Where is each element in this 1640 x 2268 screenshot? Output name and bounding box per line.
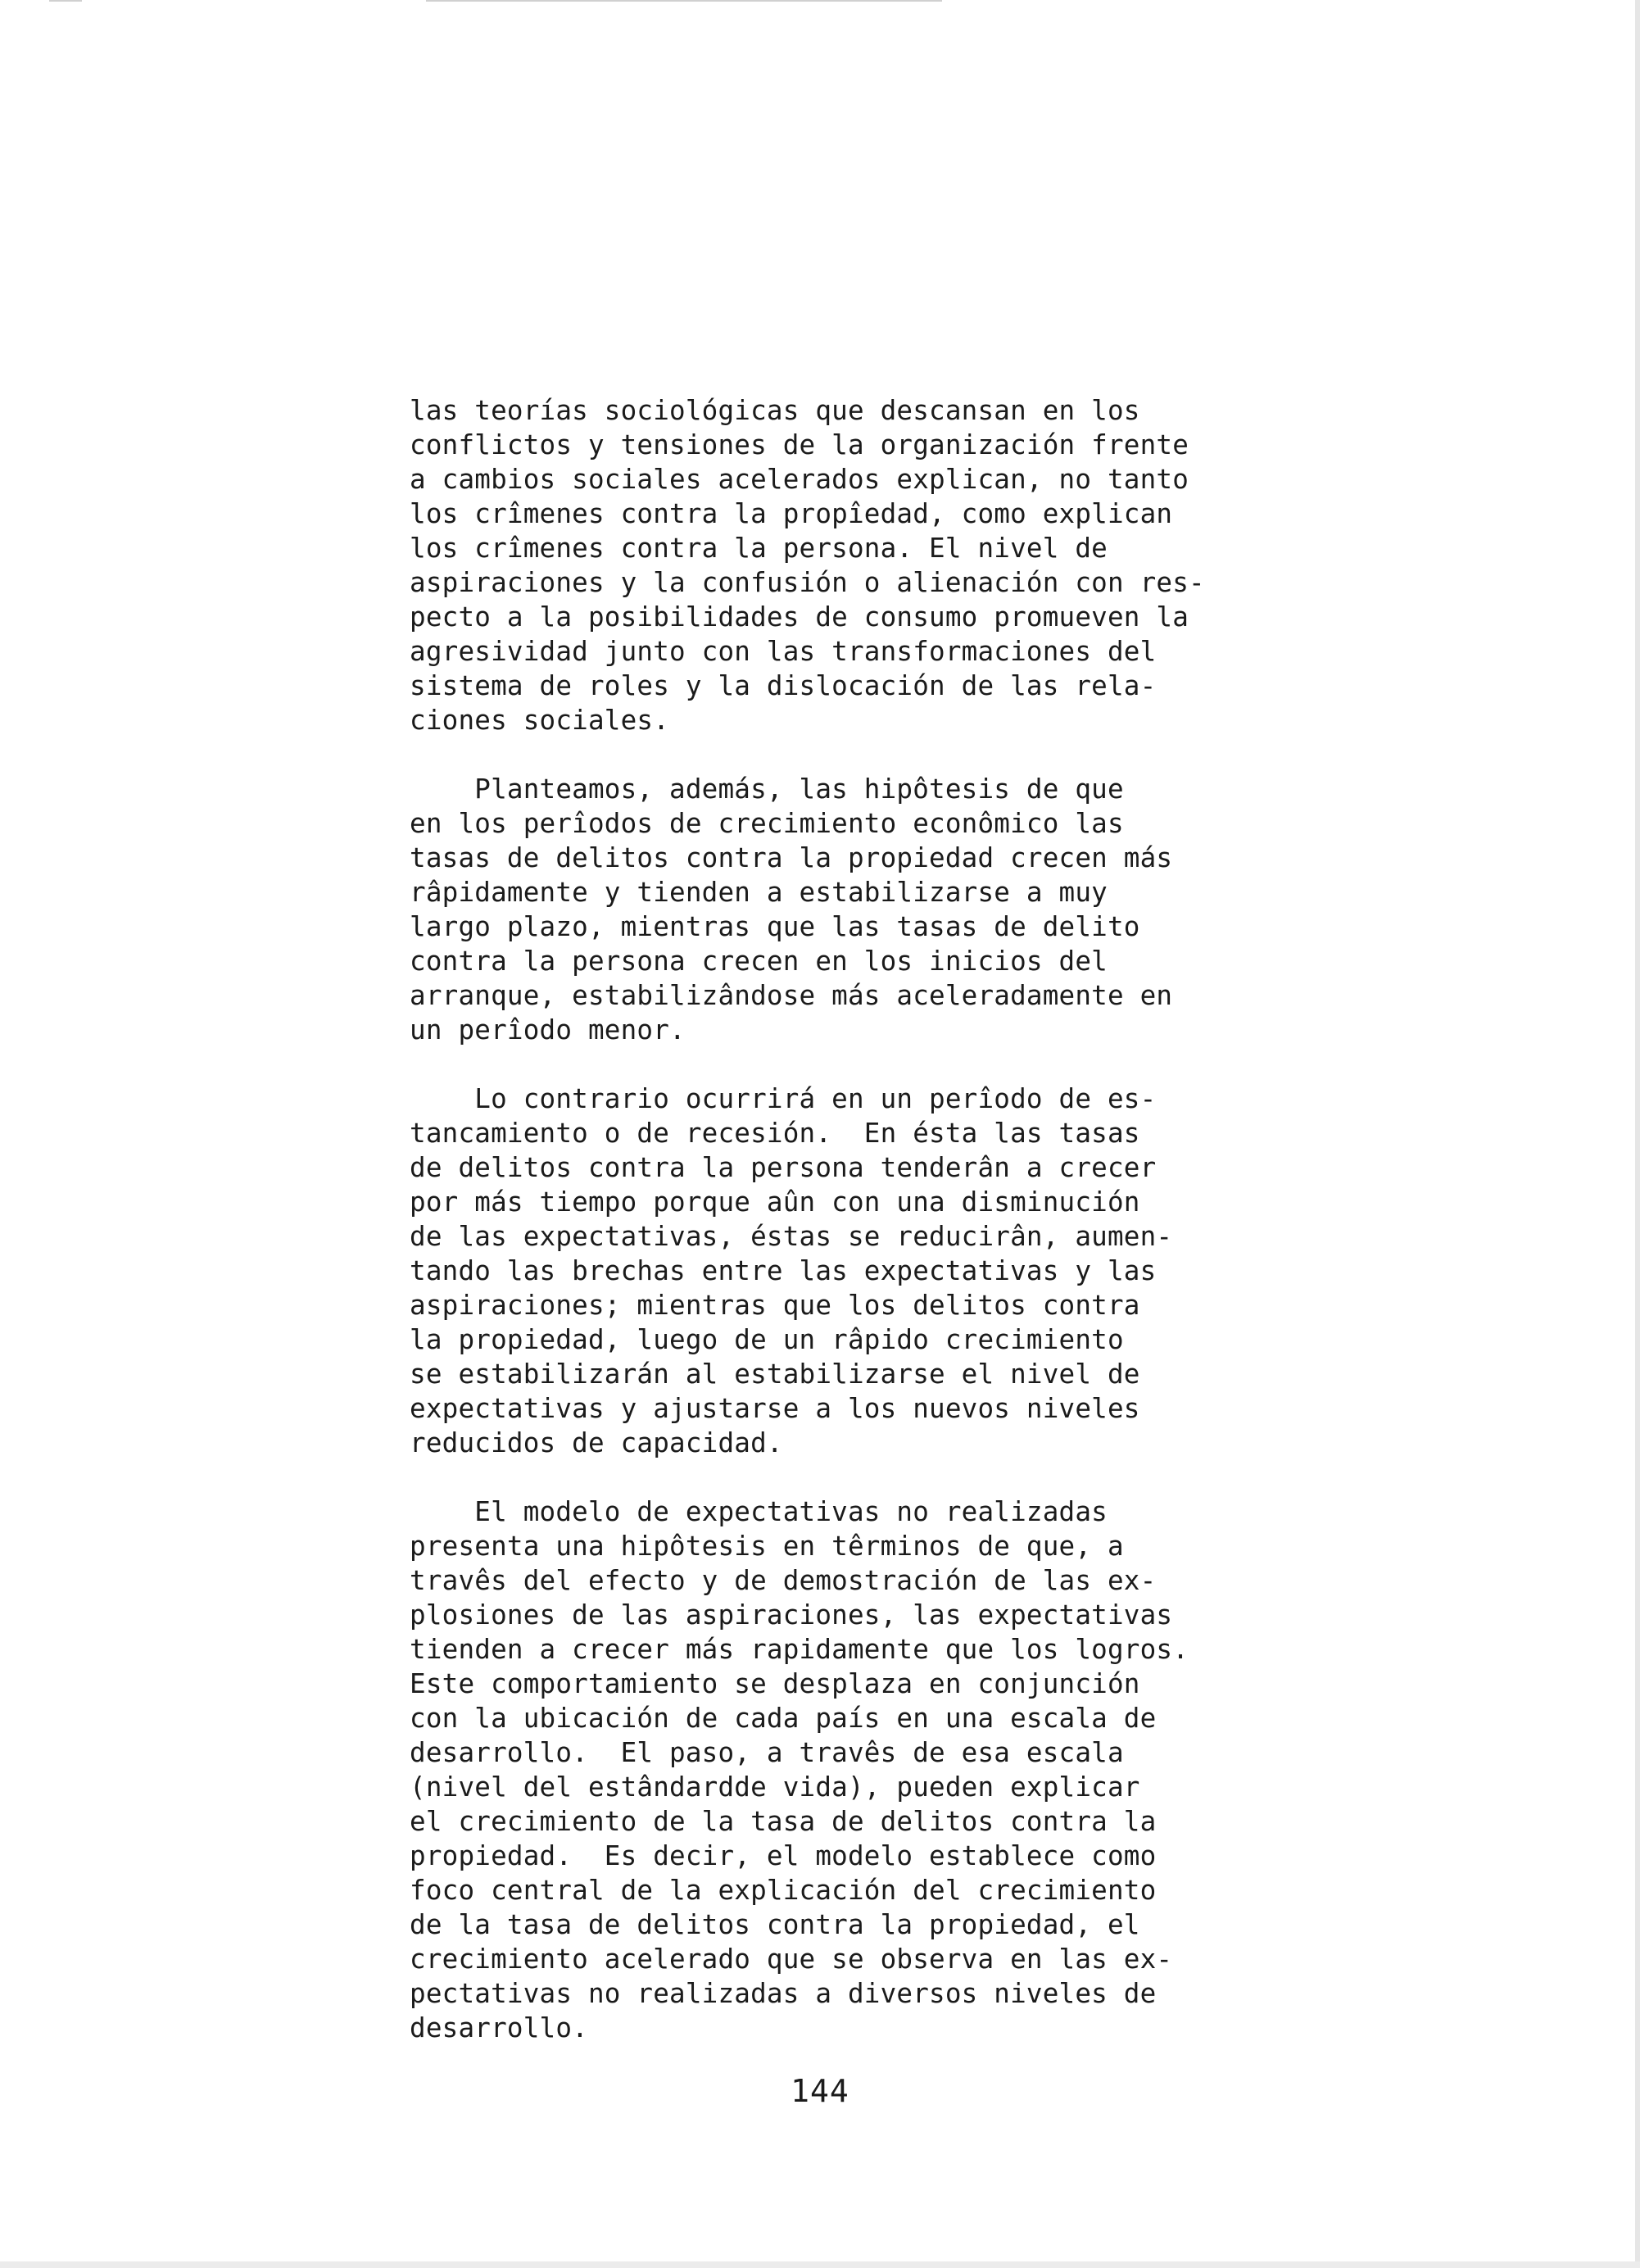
text-line: travês del efecto y de demostración de las ex- — [410, 1565, 1157, 1596]
text-line: pectativas no realizadas a diversos niveles de — [410, 1978, 1157, 2009]
text-line: tasas de delitos contra la propiedad crecen más — [410, 842, 1173, 873]
paragraph — [410, 1495, 1270, 2045]
text-line: largo plazo, mientras que las tasas de delito — [410, 911, 1140, 942]
text-line: el crecimiento de la tasa de delitos contra la — [410, 1806, 1157, 1837]
text-line: de delitos contra la persona tenderân a crecer — [410, 1152, 1157, 1183]
text-line: tienden a crecer más rapidamente que los logros. — [410, 1634, 1189, 1665]
text-line: presenta una hipôtesis en têrminos de que, a — [410, 1531, 1124, 1562]
text-line: los crîmenes contra la propîedad, como explican — [410, 498, 1173, 529]
text-line: arranque, estabilizândose más aceleradamente en — [410, 980, 1173, 1011]
text-line: râpidamente y tienden a estabilizarse a muy — [410, 877, 1108, 908]
text-line: propiedad. Es decir, el modelo establece como — [410, 1840, 1157, 1871]
text-line: la propiedad, luego de un râpido crecimiento — [410, 1324, 1124, 1355]
text-line: con la ubicación de cada país en una escala de — [410, 1703, 1157, 1734]
text-line: reducidos de capacidad. — [410, 1427, 783, 1458]
text-line: sistema de roles y la dislocación de las rela- — [410, 670, 1157, 701]
text-line: (nivel del estândardde vida), pueden explicar — [410, 1771, 1140, 1803]
text-line: tando las brechas entre las expectativas y las — [410, 1255, 1157, 1286]
text-line: expectativas y ajustarse a los nuevos niveles — [410, 1393, 1140, 1424]
text-line: Lo contrario ocurrirá en un perîodo de es- — [410, 1083, 1157, 1114]
scan-edge-bottom — [0, 2261, 1640, 2268]
text-line: crecimiento acelerado que se observa en las ex- — [410, 1944, 1173, 1975]
paragraph — [410, 772, 1270, 1047]
text-line: un perîodo menor. — [410, 1014, 686, 1046]
text-line: las teorías sociológicas que descansan en los — [410, 395, 1140, 426]
text-line: los crîmenes contra la persona. El nivel de — [410, 533, 1108, 564]
paragraph — [410, 393, 1270, 737]
paragraph-gap — [410, 1047, 1270, 1082]
text-line: en los perîodos de crecimiento econômico las — [410, 808, 1124, 839]
text-line: El modelo de expectativas no realizadas — [410, 1496, 1108, 1527]
text-line: a cambios sociales acelerados explican, no tanto — [410, 464, 1189, 495]
scan-edge-right — [1635, 0, 1640, 2268]
text-line: de la tasa de delitos contra la propiedad, el — [410, 1909, 1140, 1940]
text-line: por más tiempo porque aûn con una disminución — [410, 1186, 1140, 1218]
text-line: aspiraciones y la confusión o alienación con res- — [410, 567, 1205, 598]
text-line: plosiones de las aspiraciones, las expectativas — [410, 1599, 1173, 1631]
text-line: conflictos y tensiones de la organización frente — [410, 429, 1189, 460]
paragraph-gap — [410, 737, 1270, 772]
text-line: ciones sociales. — [410, 705, 670, 736]
text-line: desarrollo. — [410, 2012, 588, 2043]
paragraph-gap — [410, 1460, 1270, 1495]
text-line: Planteamos, además, las hipôtesis de que — [410, 773, 1124, 805]
text-line: se estabilizarán al estabilizarse el nivel de — [410, 1359, 1140, 1390]
text-line: desarrollo. El paso, a travês de esa escala — [410, 1737, 1124, 1768]
text-line: pecto a la posibilidades de consumo promueven la — [410, 601, 1189, 633]
text-line: Este comportamiento se desplaza en conjunción — [410, 1668, 1140, 1699]
page-number: 144 — [791, 2073, 849, 2109]
scan-artifact-top-center — [426, 0, 942, 2]
text-line: contra la persona crecen en los inicios del — [410, 946, 1108, 977]
scan-artifact-top-left — [49, 0, 82, 2]
text-line: agresividad junto con las transformaciones del — [410, 636, 1157, 667]
text-line: tancamiento o de recesión. En ésta las tasas — [410, 1118, 1140, 1149]
body-text — [410, 393, 1270, 2045]
paragraph — [410, 1082, 1270, 1460]
text-line: foco central de la explicación del crecimiento — [410, 1875, 1157, 1906]
text-line: de las expectativas, éstas se reducirân, aumen- — [410, 1221, 1173, 1252]
text-line: aspiraciones; mientras que los delitos contra — [410, 1290, 1140, 1321]
